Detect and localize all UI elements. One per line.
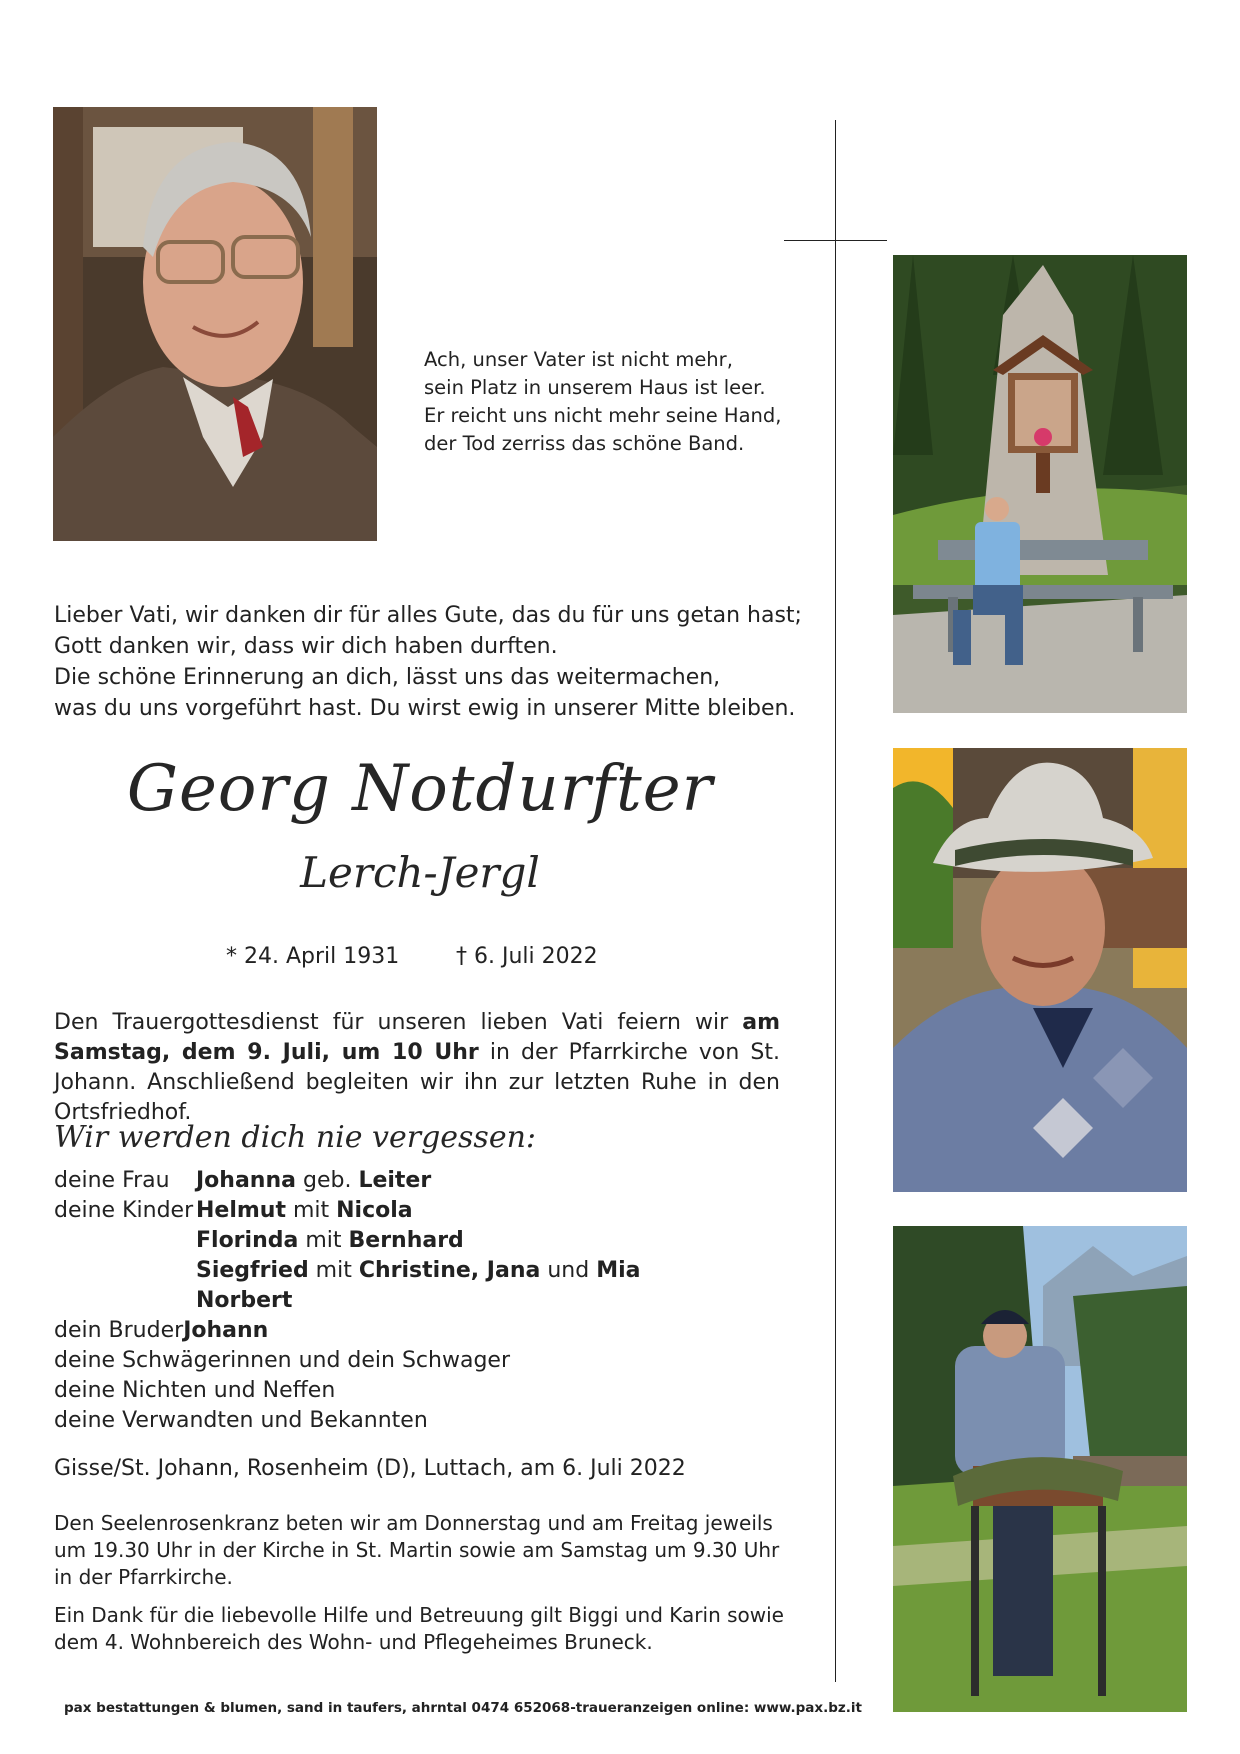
never-forget-heading: Wir werden dich nie vergessen: [54,1120,537,1155]
dedication-line: Lieber Vati, wir danken dir für alles Gute, das du für uns getan hast; [54,603,802,628]
family-row [54,1226,640,1256]
dedication-line: was du uns vorgeführt hast. Du wirst ewig in unserer Mitte bleiben. [54,696,796,721]
dedication [54,600,802,724]
death-date: † 6. Juli 2022 [456,944,598,969]
dedication-line: Gott danken wir, dass wir dich haben durften. [54,634,558,659]
family-row: deine Verwandten und Bekannten [54,1408,428,1433]
deceased-nickname: Lerch-Jergl [300,848,540,897]
connector: mit [308,1258,359,1283]
relation-label: deine Kinder [54,1198,194,1223]
family-row: deine Schwägerinnen und dein Schwager [54,1348,510,1373]
service-text: Den Trauergottesdienst für unseren lieben Vati feiern wir [54,1010,743,1035]
connector: mit [298,1228,349,1253]
cross-vertical-line [835,120,836,1682]
family-member: Siegfried [196,1258,309,1283]
family-row [54,1286,640,1316]
poem [424,346,781,458]
family-member: Johann [183,1318,269,1343]
relation-label: dein Bruder [54,1318,184,1343]
place-date: Gisse/St. Johann, Rosenheim (D), Luttach, am 6. Juli 2022 [54,1456,686,1481]
family-row: deine Nichten und Neffen [54,1378,336,1403]
dedication-line: Die schöne Erinnerung an dich, lässt uns das weitermachen, [54,665,721,690]
family-row [54,1196,640,1226]
photo-man-with-hat [893,748,1187,1192]
service-date: am Samstag, dem 9. Juli, um 10 Uhr [54,1010,780,1065]
poem-line: Er reicht uns nicht mehr seine Hand, [424,404,782,427]
connector: und [540,1258,597,1283]
family-member: Norbert [196,1288,293,1313]
cross-horizontal-line [784,240,887,241]
poem-line: der Tod zerriss das schöne Band. [424,432,745,455]
deceased-name: Georg Notdurfter [126,752,714,826]
family-member: Florinda [196,1228,299,1253]
family-member: Nicola [336,1198,413,1223]
family-member: Mia [596,1258,641,1283]
connector: geb. [295,1168,359,1193]
relation-label: deine Frau [54,1168,170,1193]
rosary-info: Den Seelenrosenkranz beten wir am Donnerstag und am Freitag jeweils um 19.30 Uhr in der Kirche in St. Martin sowie am Samstag um 9.30 Uhr in der Pfarrkirche. [54,1511,780,1589]
family-row [54,1316,640,1346]
portrait-photo [53,107,377,541]
family-row [54,1256,640,1286]
family-member: Bernhard [348,1228,464,1253]
poem-line: sein Platz in unserem Haus ist leer. [424,376,766,399]
family-row [54,1166,640,1196]
photo-man-outdoors [893,1226,1187,1712]
birth-date: * 24. April 1931 [226,944,400,969]
family-member: Christine, Jana [358,1258,541,1283]
photo-shrine-bench [893,255,1187,713]
family-member: Johanna [196,1168,296,1193]
connector: mit [285,1198,337,1223]
family-member: Helmut [196,1198,286,1223]
thanks-note: Ein Dank für die liebevolle Hilfe und Betreuung gilt Biggi und Karin sowie dem 4. Wohnbereich des Wohn- und Pflegeheimes Bruneck. [54,1603,784,1654]
family-member: Leiter [358,1168,432,1193]
service-info [54,1008,780,1128]
poem-line: Ach, unser Vater ist nicht mehr, [424,348,733,371]
family-list [54,1166,640,1436]
service-text: in der Pfarrkirche von St. Johann. Anschließend begleiten wir ihn zur letzten Ruhe in den Ortsfriedhof. [54,1040,780,1125]
footer: pax bestattungen & blumen, sand in taufers, ahrntal 0474 652068-traueranzeigen online: www.pax.bz.it [64,1700,862,1716]
